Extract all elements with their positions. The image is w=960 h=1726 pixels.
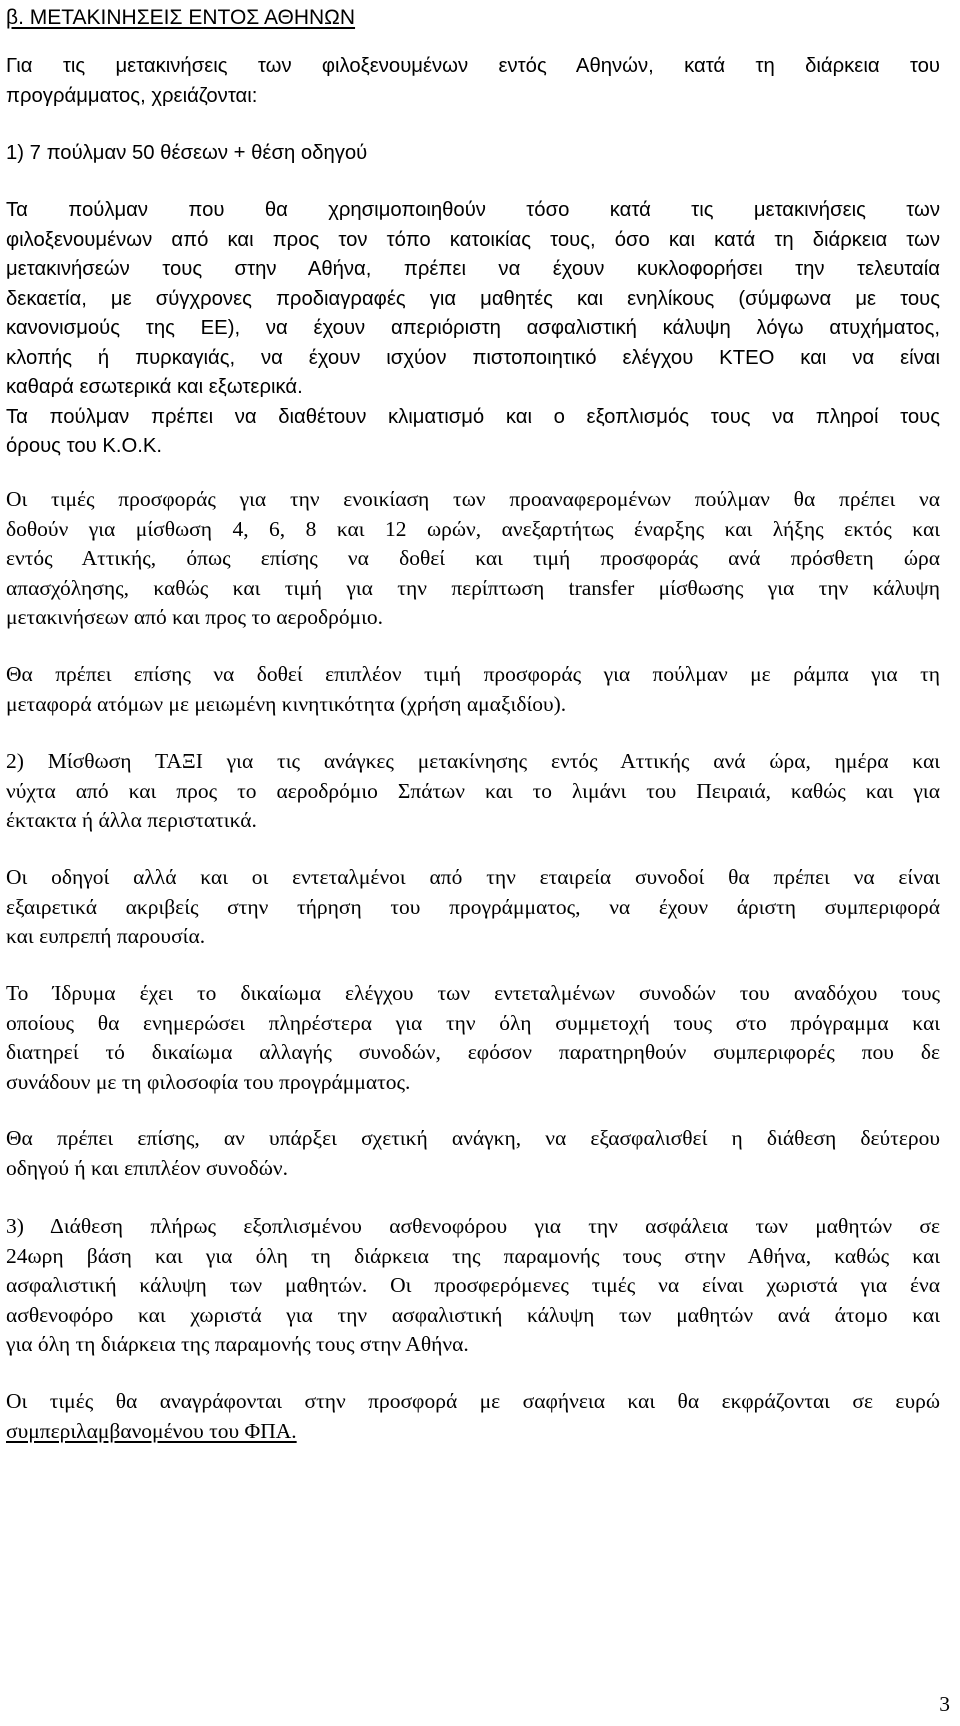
text-line: ασθενοφόρο και χωριστά για την ασφαλιστική κάλυψη των μαθητών ανά άτομο και [6,1302,940,1327]
text-line: εξαιρετικά ακριβείς στην τήρηση του προγράμματος, να έχουν άριστη συμπεριφορά [6,894,940,919]
text-line: καθαρά εσωτερικά και εξωτερικά. [6,376,303,398]
taxi-paragraph [6,747,940,836]
prices-paragraph [6,485,940,633]
text-line: Τα πούλμαν που θα χρησιμοποιηθούν τόσο κατά τις μετακινήσεις των [6,199,940,221]
text-line: 24ωρη βάση και για όλη τη διάρκεια της παραμονής τους στην Αθήνα, καθώς και [6,1243,940,1268]
text-line: όρους του Κ.Ο.Κ. [6,435,163,457]
text-line: Το Ίδρυμα έχει το δικαίωμα ελέγχου των εντεταλμένων συνοδών του αναδόχου τους [6,981,940,1005]
text-line: και ευπρεπή παρουσία. [6,924,206,948]
vat-paragraph [6,1387,940,1446]
text-line: δοθούν για μίσθωση 4, 6, 8 και 12 ωρών, ανεξαρτήτως έναρξης και λήξης εκτός και [6,516,940,541]
text-line: μετακινήσεων από και προς το αεροδρόμιο. [6,605,384,629]
foundation-paragraph [6,979,940,1097]
text-line: διατηρεί τό δικαίωμα αλλαγής συνοδών, εφόσον παρατηρηθούν συμπεριφορές που δε [6,1040,940,1064]
text-line: έκτακτα ή άλλα περιστατικά. [6,808,257,832]
text-line: Τα πούλμαν πρέπει να διαθέτουν κλιματισμό και ο εξοπλισμός τους να πληροί τους [6,405,940,428]
section-heading: β. ΜΕΤΑΚΙΝΗΣΕΙΣ ΕΝΤΟΣ ΑΘΗΝΩΝ [6,6,356,29]
text-line: μεταφορά ατόμων με μειωμένη κινητικότητα (χρήση αμαξιδίου). [6,691,567,716]
text-line: Για τις μετακινήσεις των φιλοξενουμένων εντός Αθηνών, κατά τη διάρκεια του [6,55,940,77]
text-line: φιλοξενουμένων από και προς τον τόπο κατοικίας τους, όσο και κατά τη διάρκεια των [6,228,940,251]
text-line: 3) Διάθεση πλήρως εξοπλισμένου ασθενοφόρου για την ασφάλεια των μαθητών σε [6,1214,940,1238]
buses-paragraph [6,196,940,462]
intro-paragraph [6,52,940,111]
text-line: απασχόλησης, καθώς και τιμή για την περίπτωση transfer μίσθωσης για την κάλυψη [6,575,940,600]
text-line: συνάδουν με τη φιλοσοφία του προγράμματος. [6,1069,411,1094]
text-line: Οι οδηγοί αλλά και οι εντεταλμένοι από την εταιρεία συνοδοί θα πρέπει να είναι [6,865,940,889]
text-line: Οι τιμές θα αναγράφονται στην προσφορά με σαφήνεια και θα εκφράζονται σε ευρώ [6,1389,940,1413]
text-line: κλοπής ή πυρκαγιάς, να έχουν ισχύον πιστοποιητικό ελέγχου ΚΤΕΟ και να είναι [6,346,940,369]
ambulance-paragraph [6,1212,940,1360]
text-line: Οι τιμές προσφοράς για την ενοικίαση των προαναφερομένων πούλμαν θα πρέπει να [6,487,940,511]
text-line: Θα πρέπει επίσης, αν υπάρξει σχετική ανάγκη, να εξασφαλισθεί η διάθεση δεύτερου [6,1126,940,1150]
text-line: συμπεριλαμβανομένου του ΦΠΑ. [6,1418,297,1443]
text-line: οποίους θα ενημερώσει πληρέστερα για την όλη συμμετοχή τους στο πρόγραμμα και [6,1010,940,1035]
text-line: Θα πρέπει επίσης να δοθεί επιπλέον τιμή προσφοράς για πούλμαν με ράμπα για τη [6,662,940,686]
text-line: 1) 7 πούλμαν 50 θέσεων + θέση οδηγού [6,142,368,164]
second-driver-paragraph [6,1124,940,1183]
text-line: για όλη τη διάρκεια της παραμονής τους στην Αθήνα. [6,1332,469,1356]
text-line: νύχτα από και προς το αεροδρόμιο Σπάτων και το λιμάνι του Πειραιά, καθώς και για [6,778,940,803]
text-line: προγράμματος, χρειάζονται: [6,84,258,107]
ramp-paragraph [6,660,940,719]
text-line: εντός Αττικής, όπως επίσης να δοθεί και τιμή προσφοράς ανά πρόσθετη ώρα [6,546,940,570]
text-line: ασφαλιστική κάλυψη των μαθητών. Οι προσφερόμενες τιμές να είναι χωριστά για ένα [6,1273,940,1297]
item-1-heading [6,139,940,169]
text-line: μετακινήσεών τους στην Αθήνα, πρέπει να έχουν κυκλοφορήσει την τελευταία [6,258,940,280]
page-number: 3 [939,1692,950,1716]
text-line: κανονισμούς της ΕΕ), να έχουν απεριόριστη ασφαλιστική κάλυψη λόγω ατυχήματος, [6,317,940,339]
text-line: δεκαετία, με σύγχρονες προδιαγραφές για μαθητές και ενηλίκους (σύμφωνα με τους [6,287,940,310]
drivers-paragraph [6,863,940,952]
text-line: 2) Μίσθωση ΤΑΞΙ για τις ανάγκες μετακίνησης εντός Αττικής ανά ώρα, ημέρα και [6,749,940,773]
text-line: οδηγού ή και επιπλέον συνοδών. [6,1155,288,1180]
